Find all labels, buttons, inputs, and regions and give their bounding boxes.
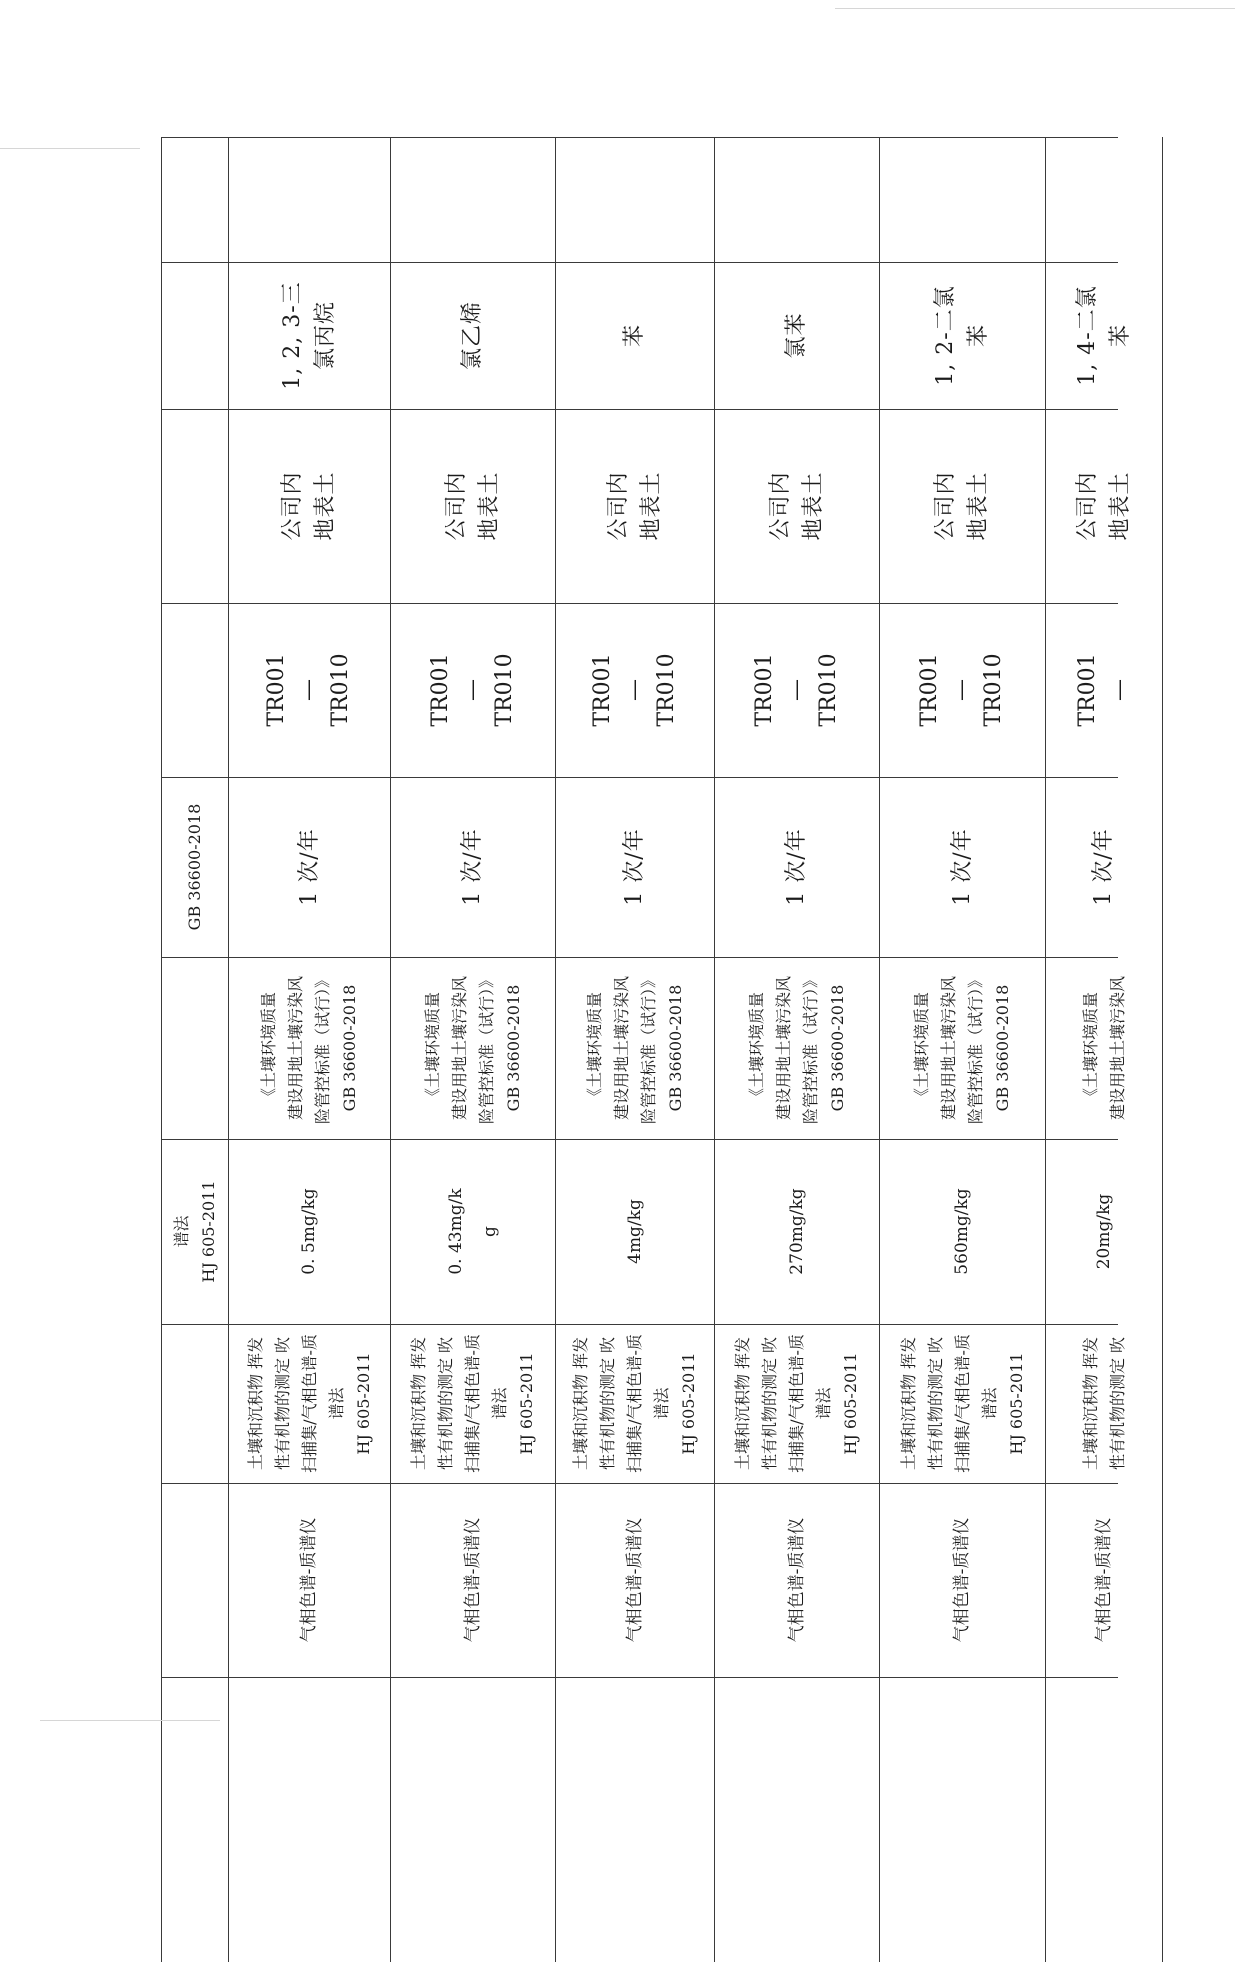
cell-location [390, 409, 555, 603]
cell-standard [555, 957, 714, 1139]
cell-limit [390, 1139, 555, 1324]
scan-edge-mark [40, 1720, 220, 1721]
cell-standard-line: 险管控标准（试行）》 [966, 972, 985, 1125]
cell-standard-line: GB 36600-2018 [665, 984, 685, 1112]
cell-instrument-line: 气相色谱-质谱仪 [786, 1517, 807, 1643]
cell-method-line: 谱法 [490, 1387, 509, 1420]
cell-method-line: 性有机物的测定 吹 [598, 1336, 617, 1471]
cell-method [390, 1324, 555, 1483]
cell-name [714, 262, 879, 409]
table-column-line [1162, 137, 1163, 1962]
cell-points-line: TR010 [328, 653, 353, 727]
carryover-method-line: 谱法 [171, 1215, 191, 1248]
cell-instrument [228, 1483, 390, 1677]
cell-points [879, 603, 1045, 777]
cell-location-line: 公司内 [605, 471, 631, 541]
cell-instrument [714, 1483, 879, 1677]
table-row-line [161, 1677, 1118, 1678]
cell-points-line: TR001 [751, 653, 777, 727]
cell-method-line: 扫捕集/气相色谱-质 [299, 1334, 319, 1473]
cell-frequency-line: 1 次/年 [622, 828, 647, 906]
cell-frequency-line: 1 次/年 [1091, 828, 1116, 906]
cell-points-line: TR001 [1074, 653, 1100, 727]
cell-limit-line: 0. 5mg/kg [299, 1188, 319, 1275]
cell-location [555, 409, 714, 603]
cell-instrument [390, 1483, 555, 1677]
cell-points [714, 603, 879, 777]
cell-points-line: TR010 [491, 653, 517, 727]
cell-limit [879, 1139, 1045, 1324]
carryover-standard [161, 777, 228, 957]
scan-edge-mark [835, 8, 1235, 9]
cell-method [879, 1324, 1045, 1483]
cell-points-line: — [296, 679, 321, 701]
cell-standard [714, 957, 879, 1139]
cell-points [555, 603, 714, 777]
cell-standard [1045, 957, 1162, 1139]
cell-points-line: TR001 [589, 653, 615, 727]
cell-limit [228, 1139, 390, 1324]
cell-method-line: 扫捕集/气相色谱-质 [787, 1334, 806, 1473]
cell-limit-line: 20mg/kg [1093, 1193, 1114, 1270]
cell-name-line: 氯苯 [784, 312, 809, 359]
cell-name-line: 氯乙烯 [460, 301, 485, 371]
cell-method-line: 谱法 [979, 1387, 999, 1420]
cell-location-line: 地表土 [1107, 471, 1133, 541]
cell-method-line: 性有机物的测定 吹 [1107, 1336, 1127, 1471]
cell-limit-line: 4mg/kg [624, 1199, 645, 1264]
cell-instrument [1045, 1483, 1162, 1677]
cell-frequency [879, 777, 1045, 957]
cell-frequency-line: 1 次/年 [949, 828, 975, 906]
cell-points-line: — [621, 679, 647, 701]
cell-instrument-line: 气相色谱-质谱仪 [1093, 1517, 1114, 1643]
cell-points-line: TR001 [264, 653, 289, 727]
cell-limit-line: 270mg/kg [786, 1188, 807, 1275]
cell-method-line: 性有机物的测定 吹 [272, 1336, 292, 1471]
cell-method-line: 土壤和沉积物 挥发 [1080, 1336, 1100, 1471]
cell-instrument-line: 气相色谱-质谱仪 [952, 1517, 972, 1643]
cell-points-line: TR001 [917, 653, 942, 727]
table-row-line [161, 137, 1118, 138]
cell-location [714, 409, 879, 603]
cell-points-line: — [783, 679, 809, 701]
cell-frequency [228, 777, 390, 957]
carryover-method-line: HJ 605-2011 [198, 1180, 218, 1283]
cell-location-line: 地表土 [800, 471, 826, 541]
cell-standard-line: 险管控标准（试行）》 [476, 972, 496, 1125]
cell-location-line: 地表土 [476, 471, 502, 541]
scan-edge-mark [0, 148, 140, 149]
cell-name-line: 苯 [966, 324, 991, 348]
cell-standard-line: 险管控标准（试行）》 [313, 972, 332, 1125]
cell-standard-line: 《土壤环境质量 [1080, 992, 1100, 1105]
cell-instrument [555, 1483, 714, 1677]
cell-points-line: TR010 [981, 653, 1006, 727]
cell-points-line: TR001 [427, 653, 453, 727]
cell-points [228, 603, 390, 777]
cell-points-line: — [949, 679, 974, 701]
cell-location [879, 409, 1045, 603]
cell-method-line: 土壤和沉积物 挥发 [898, 1336, 918, 1471]
cell-points-line: — [1106, 679, 1132, 701]
cell-method-line: 性有机物的测定 吹 [436, 1336, 455, 1471]
cell-location-line: 公司内 [1074, 471, 1100, 541]
cell-limit [555, 1139, 714, 1324]
cell-standard-line: 险管控标准（试行）》 [800, 972, 820, 1125]
cell-method-line: 土壤和沉积物 挥发 [409, 1336, 428, 1471]
cell-standard-line: 建设用地土壤污染风 [449, 976, 469, 1121]
cell-method-line: 扫捕集/气相色谱-质 [625, 1334, 644, 1473]
cell-name [555, 262, 714, 409]
cell-location-line: 地表土 [313, 471, 338, 541]
cell-method-line: 土壤和沉积物 挥发 [245, 1336, 265, 1471]
cell-limit-line: 0. 43mg/k [445, 1188, 466, 1275]
cell-standard [879, 957, 1045, 1139]
cell-method-line: 土壤和沉积物 挥发 [733, 1336, 752, 1471]
cell-standard-line: 《土壤环境质量 [259, 992, 278, 1105]
cell-method-line: 谱法 [652, 1387, 671, 1420]
cell-limit-line: g [479, 1226, 500, 1237]
cell-standard-line: 《土壤环境质量 [912, 992, 931, 1105]
cell-limit [1045, 1139, 1162, 1324]
cell-method [1045, 1324, 1162, 1483]
cell-name [1045, 262, 1162, 409]
cell-standard-line: 《土壤环境质量 [584, 992, 604, 1105]
cell-name-line: 苯 [1107, 324, 1133, 348]
cell-instrument-line: 气相色谱-质谱仪 [299, 1517, 319, 1643]
cell-standard-line: 建设用地土壤污染风 [773, 976, 793, 1121]
cell-standard-line: 建设用地土壤污染风 [611, 976, 631, 1121]
cell-instrument-line: 气相色谱-质谱仪 [624, 1517, 645, 1643]
cell-method-line: HJ 605-2011 [517, 1352, 536, 1455]
table-column-line [161, 137, 162, 1962]
cell-name [879, 262, 1045, 409]
cell-name [390, 262, 555, 409]
cell-standard-line: 《土壤环境质量 [746, 992, 766, 1105]
cell-standard-line: GB 36600-2018 [503, 984, 523, 1112]
cell-method-line: HJ 605-2011 [353, 1352, 373, 1455]
cell-limit-line: 560mg/kg [952, 1188, 972, 1275]
cell-location-line: 地表土 [966, 471, 991, 541]
cell-limit [714, 1139, 879, 1324]
cell-frequency [390, 777, 555, 957]
cell-method-line: 谱法 [326, 1387, 346, 1420]
cell-name-line: 苯 [622, 324, 647, 348]
cell-standard-line: GB 36600-2018 [827, 984, 847, 1112]
cell-location [228, 409, 390, 603]
cell-frequency [555, 777, 714, 957]
cell-standard-line: 建设用地土壤污染风 [286, 976, 305, 1121]
cell-standard-line: 建设用地土壤污染风 [1107, 976, 1127, 1121]
cell-instrument-line: 气相色谱-质谱仪 [462, 1517, 483, 1643]
carryover-standard-line: GB 36600-2018 [185, 803, 204, 931]
cell-method-line: 土壤和沉积物 挥发 [571, 1336, 590, 1471]
cell-method-line: 扫捕集/气相色谱-质 [952, 1334, 972, 1473]
cell-standard-line: 《土壤环境质量 [422, 992, 442, 1105]
cell-standard-line: GB 36600-2018 [340, 984, 359, 1112]
cell-method-line: 性有机物的测定 吹 [760, 1336, 779, 1471]
cell-instrument [879, 1483, 1045, 1677]
cell-standard-line: 建设用地土壤污染风 [939, 976, 958, 1121]
cell-method-line: 扫捕集/气相色谱-质 [463, 1334, 482, 1473]
cell-points-line: TR010 [815, 653, 841, 727]
cell-method-line: 性有机物的测定 吹 [925, 1336, 945, 1471]
cell-frequency [714, 777, 879, 957]
cell-frequency-line: 1 次/年 [460, 828, 485, 906]
cell-location-line: 公司内 [933, 471, 958, 541]
cell-points [390, 603, 555, 777]
cell-name-line: 1, 2-二氯 [933, 285, 958, 386]
cell-name-line: 1, 4-二氯 [1074, 285, 1100, 386]
cell-frequency-line: 1 次/年 [296, 828, 322, 906]
cell-method [555, 1324, 714, 1483]
cell-standard [228, 957, 390, 1139]
cell-method [228, 1324, 390, 1483]
carryover-method [161, 1139, 228, 1324]
cell-points-line: — [459, 679, 485, 701]
cell-name-line: 氯丙烷 [313, 301, 338, 371]
cell-method-line: HJ 605-2011 [679, 1352, 698, 1455]
cell-method-line: HJ 605-2011 [1006, 1352, 1026, 1455]
cell-name-line: 1, 2, 3-三 [280, 281, 305, 390]
monitoring-table [161, 137, 1133, 1962]
cell-location-line: 公司内 [443, 471, 469, 541]
cell-method [714, 1324, 879, 1483]
cell-method-line: 谱法 [814, 1387, 833, 1420]
cell-location-line: 公司内 [767, 471, 793, 541]
cell-name [228, 262, 390, 409]
cell-points-line: TR010 [653, 653, 679, 727]
cell-frequency-line: 1 次/年 [784, 828, 809, 906]
cell-standard [390, 957, 555, 1139]
cell-method-line: HJ 605-2011 [841, 1352, 860, 1455]
cell-standard-line: 险管控标准（试行）》 [638, 972, 658, 1125]
cell-location-line: 地表土 [638, 471, 664, 541]
cell-location [1045, 409, 1162, 603]
cell-standard-line: GB 36600-2018 [993, 984, 1012, 1112]
cell-frequency [1045, 777, 1162, 957]
cell-location-line: 公司内 [280, 471, 305, 541]
cell-points [1045, 603, 1162, 777]
